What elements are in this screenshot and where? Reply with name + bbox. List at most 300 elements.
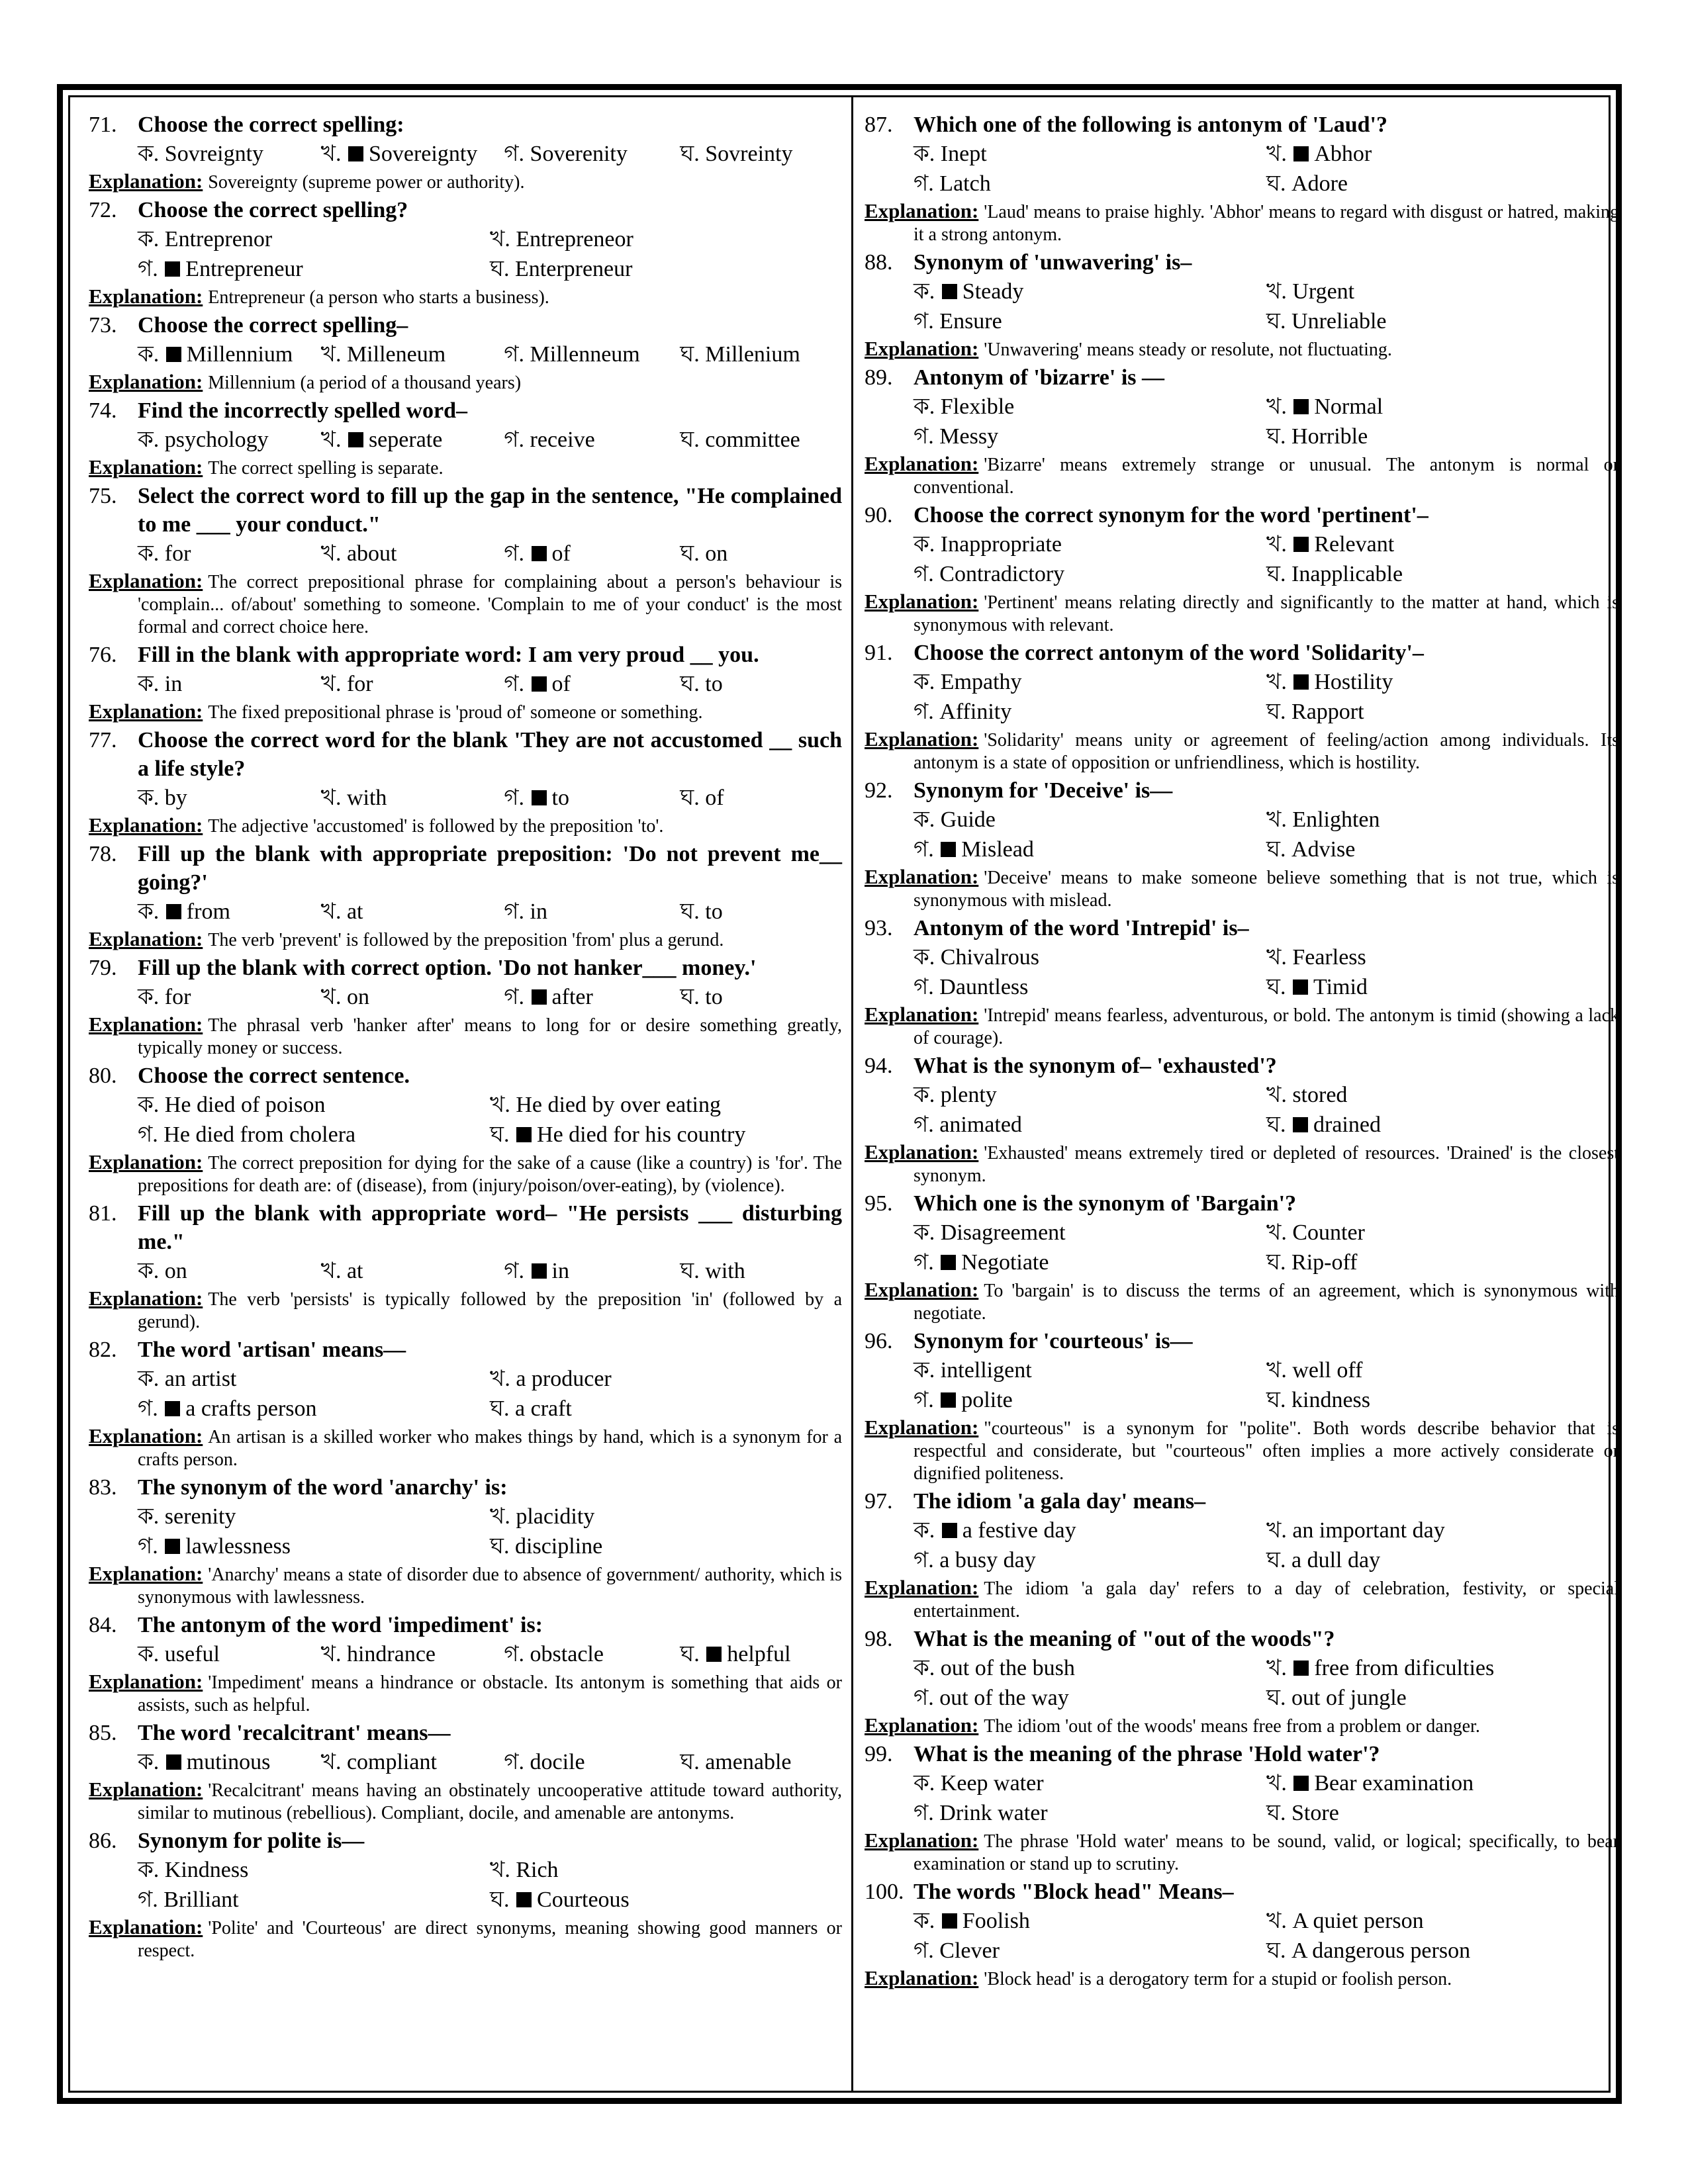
- question-number: 78.: [89, 842, 117, 866]
- correct-answer-marker-icon: [166, 904, 181, 919]
- option-letter: গ.: [504, 428, 530, 452]
- answer-option: [490, 1364, 842, 1394]
- answer-option: [504, 1256, 680, 1286]
- option-letter: গ.: [914, 1686, 940, 1710]
- option-text: out of jungle: [1291, 1686, 1407, 1710]
- question-line: [865, 639, 1619, 667]
- option-text: serenity: [164, 1504, 236, 1529]
- answer-option: [680, 1639, 842, 1669]
- question-text: Synonym for 'Deceive' is—: [914, 778, 1173, 803]
- question-line: [865, 1327, 1619, 1355]
- option-letter: গ.: [138, 1396, 164, 1421]
- option-text: Entreprenor: [164, 227, 273, 251]
- explanation-label: Explanation:: [865, 452, 979, 475]
- option-text: of: [551, 541, 571, 566]
- correct-answer-marker-icon: [941, 1392, 956, 1408]
- explanation-text: To 'bargain' is to discuss the terms of an agreement, which is synonymous with negotiate.: [914, 1281, 1619, 1324]
- answer-option: [914, 277, 1266, 306]
- answer-option: [1266, 1683, 1619, 1713]
- option-letter: ক.: [914, 1083, 941, 1107]
- explanation-text: The adjective 'accustomed' is followed by the preposition 'to'.: [208, 816, 664, 837]
- option-text: about: [346, 541, 397, 566]
- correct-answer-marker-icon: [165, 1401, 180, 1416]
- answer-option: [490, 1885, 842, 1915]
- option-letter: ক.: [914, 1220, 941, 1245]
- answer-option: [321, 1256, 504, 1286]
- question-line: [865, 1487, 1619, 1516]
- correct-answer-marker-icon: [941, 1255, 956, 1270]
- explanation: [865, 1141, 1619, 1187]
- options-grid: [138, 1502, 842, 1561]
- option-text: Normal: [1314, 394, 1383, 419]
- option-letter: খ.: [1266, 807, 1293, 832]
- option-letter: খ.: [1266, 1220, 1293, 1245]
- option-letter: ক.: [138, 786, 165, 810]
- option-text: Mislead: [961, 837, 1034, 862]
- option-letter: ঘ.: [1266, 171, 1292, 196]
- option-text: Kindness: [164, 1858, 249, 1882]
- option-letter: ক.: [914, 1518, 941, 1543]
- option-text: Rich: [516, 1858, 559, 1882]
- answer-option: [138, 1747, 321, 1777]
- question-number: 91.: [865, 641, 893, 665]
- option-letter: ক.: [914, 1358, 941, 1383]
- option-text: Enterpreneur: [515, 257, 633, 281]
- answer-option: [490, 1090, 842, 1120]
- answer-option: [680, 1256, 842, 1286]
- option-letter: গ.: [504, 985, 530, 1009]
- question-block: [865, 363, 1619, 499]
- answer-option: [680, 425, 842, 455]
- option-text: committee: [705, 428, 800, 452]
- correct-answer-marker-icon: [1293, 1117, 1308, 1132]
- option-text: Drink water: [939, 1801, 1048, 1825]
- option-letter: ঘ.: [1266, 1686, 1292, 1710]
- question-block: [89, 111, 842, 194]
- question-block: [89, 1473, 842, 1609]
- option-text: Unreliable: [1291, 309, 1387, 334]
- explanation-label: Explanation:: [865, 1003, 979, 1026]
- question-text: The synonym of the word 'anarchy' is:: [138, 1475, 508, 1500]
- answer-option: [1266, 805, 1619, 835]
- explanation: [865, 590, 1619, 637]
- correct-answer-marker-icon: [942, 1523, 957, 1538]
- option-text: in: [164, 672, 183, 696]
- option-letter: ঘ.: [1266, 837, 1292, 862]
- option-letter: ঘ.: [680, 428, 706, 452]
- answer-option: [914, 835, 1266, 864]
- option-letter: গ.: [914, 424, 940, 449]
- answer-option: [914, 1768, 1266, 1798]
- question-text: Choose the correct spelling–: [138, 313, 408, 338]
- option-letter: ঘ.: [680, 899, 706, 924]
- options-grid: [138, 224, 842, 284]
- option-letter: গ.: [914, 1250, 940, 1275]
- correct-answer-marker-icon: [532, 790, 547, 805]
- explanation-label: Explanation:: [89, 813, 203, 837]
- question-number: 87.: [865, 113, 893, 137]
- answer-option: [504, 1639, 680, 1669]
- option-letter: খ.: [490, 1504, 516, 1529]
- answer-option: [138, 539, 321, 569]
- question-line: [89, 726, 842, 783]
- explanation: [865, 1967, 1619, 1991]
- answer-option: [914, 1798, 1266, 1828]
- answer-option: [914, 1516, 1266, 1545]
- question-text: Choose the correct spelling:: [138, 113, 404, 137]
- correct-answer-marker-icon: [532, 1263, 547, 1279]
- answer-option: [490, 1120, 842, 1150]
- answer-option: [914, 805, 1266, 835]
- explanation: [865, 1714, 1619, 1738]
- option-text: for: [164, 541, 191, 566]
- explanation-label: Explanation:: [89, 569, 203, 592]
- answer-option: [1266, 1080, 1619, 1110]
- answer-option: [914, 1218, 1266, 1248]
- explanation-label: Explanation:: [89, 1287, 203, 1310]
- question-text: The word 'recalcitrant' means—: [138, 1721, 451, 1745]
- option-letter: খ.: [320, 786, 347, 810]
- explanation-label: Explanation:: [89, 1778, 203, 1801]
- answer-option: [1266, 1385, 1619, 1415]
- explanation-label: Explanation:: [865, 865, 979, 888]
- option-text: compliant: [346, 1750, 437, 1774]
- question-number: 82.: [89, 1338, 117, 1362]
- option-text: Negotiate: [961, 1250, 1049, 1275]
- option-text: in: [551, 1259, 569, 1283]
- explanation: [865, 1279, 1619, 1325]
- explanation-text: The idiom 'a gala day' refers to a day of celebration, festivity, or special entertainment.: [914, 1578, 1619, 1621]
- option-letter: ক.: [138, 1858, 165, 1882]
- question-block: [865, 1740, 1619, 1876]
- option-text: Brilliant: [164, 1888, 239, 1912]
- question-number: 93.: [865, 916, 893, 940]
- answer-option: [490, 1502, 842, 1531]
- explanation-label: Explanation:: [865, 337, 979, 360]
- answer-option: [321, 897, 504, 927]
- answer-option: [138, 139, 321, 169]
- question-line: [89, 1199, 842, 1256]
- explanation-text: 'Anarchy' means a state of disorder due to absence of government/ authority, which is synonymous with lawlessness.: [138, 1565, 842, 1608]
- answer-option: [138, 1256, 321, 1286]
- correct-answer-marker-icon: [166, 347, 181, 362]
- answer-option: [1266, 392, 1619, 422]
- explanation-label: Explanation:: [89, 1424, 203, 1447]
- explanation-text: 'Laud' means to praise highly. 'Abhor' means to regard with disgust or hatred, making it a strong antonym.: [914, 202, 1619, 245]
- answer-option: [1266, 1355, 1619, 1385]
- option-text: Counter: [1292, 1220, 1365, 1245]
- answer-option: [138, 1502, 490, 1531]
- question-line: [89, 111, 842, 139]
- explanation-text: Entrepreneur (a person who starts a business).: [208, 287, 549, 308]
- option-letter: ক.: [914, 1656, 941, 1680]
- options-grid: [914, 392, 1619, 451]
- answer-option: [138, 1394, 490, 1424]
- answer-option: [504, 669, 680, 699]
- option-letter: খ.: [1266, 1518, 1293, 1543]
- option-letter: খ.: [320, 899, 347, 924]
- option-letter: ক.: [138, 899, 165, 924]
- option-text: Courteous: [537, 1888, 630, 1912]
- explanation-text: 'Solidarity' means unity or agreement of feeling/action among individuals. Its antonym is a state of opposition or unfriendliness, which is hostility.: [914, 730, 1619, 773]
- answer-option: [321, 139, 504, 169]
- option-letter: গ.: [138, 1122, 164, 1147]
- option-letter: ক.: [138, 1093, 165, 1117]
- option-letter: ক.: [138, 1259, 165, 1283]
- answer-option: [680, 539, 842, 569]
- answer-option: [914, 1355, 1266, 1385]
- question-block: [89, 1611, 842, 1717]
- option-letter: গ.: [914, 1801, 940, 1825]
- question-number: 84.: [89, 1613, 117, 1637]
- option-letter: ঘ.: [680, 1642, 706, 1666]
- question-block: [865, 501, 1619, 637]
- option-text: intelligent: [940, 1358, 1032, 1383]
- option-text: Entrepreneur: [185, 257, 303, 281]
- explanation: [89, 1670, 842, 1717]
- option-letter: খ.: [1266, 945, 1293, 970]
- options-grid: [914, 1355, 1619, 1415]
- option-letter: ক.: [138, 342, 165, 367]
- option-text: lawlessness: [185, 1534, 291, 1559]
- explanation-label: Explanation:: [89, 1013, 203, 1036]
- left-column: [89, 111, 842, 1964]
- answer-option: [1266, 697, 1619, 727]
- question-line: [89, 482, 842, 539]
- option-letter: ঘ.: [680, 1259, 706, 1283]
- correct-answer-marker-icon: [516, 1127, 532, 1142]
- option-letter: ক.: [138, 227, 165, 251]
- question-line: [865, 363, 1619, 392]
- explanation: [89, 1151, 842, 1197]
- question-number: 100.: [865, 1880, 904, 1904]
- option-letter: খ.: [490, 1367, 516, 1391]
- option-text: to: [705, 985, 723, 1009]
- answer-option: [321, 1639, 504, 1669]
- answer-option: [504, 139, 680, 169]
- options-grid: [138, 669, 842, 699]
- option-text: He died of poison: [164, 1093, 326, 1117]
- options-grid: [138, 425, 842, 455]
- option-text: a dull day: [1291, 1548, 1381, 1572]
- question-block: [89, 1336, 842, 1471]
- option-text: Flexible: [940, 394, 1015, 419]
- question-line: [89, 396, 842, 425]
- correct-answer-marker-icon: [706, 1647, 722, 1662]
- question-block: [89, 1827, 842, 1962]
- question-text: What is the meaning of the phrase 'Hold water'?: [914, 1742, 1380, 1766]
- correct-answer-marker-icon: [1293, 674, 1309, 690]
- question-block: [865, 914, 1619, 1050]
- answer-option: [138, 1120, 490, 1150]
- options-grid: [914, 942, 1619, 1002]
- option-letter: ঘ.: [680, 672, 706, 696]
- correct-answer-marker-icon: [942, 284, 957, 299]
- explanation-label: Explanation:: [89, 455, 203, 478]
- explanation: [89, 1916, 842, 1962]
- question-number: 96.: [865, 1329, 893, 1353]
- options-grid: [138, 982, 842, 1012]
- question-block: [89, 1719, 842, 1825]
- option-text: Millenneum: [530, 342, 640, 367]
- option-text: Sovreinty: [705, 142, 793, 166]
- option-letter: ঘ.: [1266, 562, 1292, 586]
- answer-option: [138, 1531, 490, 1561]
- option-text: Milleneum: [346, 342, 446, 367]
- option-text: discipline: [515, 1534, 603, 1559]
- correct-answer-marker-icon: [941, 842, 956, 857]
- question-number: 89.: [865, 365, 893, 390]
- question-line: [89, 1473, 842, 1502]
- answer-option: [490, 224, 842, 254]
- option-text: a craft: [515, 1396, 572, 1421]
- explanation: [865, 866, 1619, 912]
- answer-option: [1266, 277, 1619, 306]
- option-letter: গ.: [914, 700, 940, 724]
- question-text: Synonym for 'courteous' is—: [914, 1329, 1193, 1353]
- option-letter: খ.: [1266, 1083, 1293, 1107]
- option-letter: ঘ.: [1266, 1548, 1292, 1572]
- answer-option: [321, 340, 504, 369]
- question-text: Choose the correct sentence.: [138, 1064, 410, 1088]
- question-block: [89, 482, 842, 639]
- option-letter: খ.: [1266, 670, 1293, 694]
- answer-option: [504, 897, 680, 927]
- explanation-label: Explanation:: [89, 700, 203, 723]
- option-letter: গ.: [504, 541, 530, 566]
- question-text: Choose the correct spelling?: [138, 198, 408, 222]
- option-letter: ক.: [914, 142, 941, 166]
- option-letter: ঘ.: [1266, 975, 1292, 999]
- question-number: 73.: [89, 313, 117, 338]
- option-letter: ঘ.: [680, 342, 706, 367]
- option-text: useful: [164, 1642, 220, 1666]
- answer-option: [914, 422, 1266, 451]
- question-line: [865, 776, 1619, 805]
- option-letter: গ.: [914, 309, 940, 334]
- question-text: Antonym of 'bizarre' is —: [914, 365, 1165, 390]
- option-letter: খ.: [1266, 532, 1293, 557]
- question-text: Fill up the blank with appropriate word– "He persists ___ disturbing me.": [138, 1201, 842, 1254]
- option-text: with: [346, 786, 387, 810]
- option-text: to: [705, 899, 723, 924]
- answer-option: [1266, 139, 1619, 169]
- option-text: on: [164, 1259, 187, 1283]
- question-block: [89, 1062, 842, 1197]
- question-line: [89, 1336, 842, 1364]
- explanation-text: The verb 'persists' is typically followed by the preposition 'in' (followed by a gerund).: [138, 1289, 842, 1332]
- option-letter: গ.: [914, 975, 940, 999]
- option-letter: খ.: [1266, 1909, 1293, 1933]
- explanation: [865, 1576, 1619, 1623]
- answer-option: [138, 1855, 490, 1885]
- explanation-text: The idiom 'out of the woods' means free from a problem or danger.: [984, 1716, 1480, 1737]
- option-text: docile: [530, 1750, 585, 1774]
- question-number: 92.: [865, 778, 893, 803]
- option-letter: গ.: [504, 899, 530, 924]
- options-grid: [914, 277, 1619, 336]
- correct-answer-marker-icon: [1293, 537, 1309, 552]
- option-text: Adore: [1291, 171, 1348, 196]
- option-text: Messy: [939, 424, 999, 449]
- question-block: [89, 196, 842, 309]
- explanation-label: Explanation:: [865, 1829, 979, 1852]
- question-line: [89, 641, 842, 669]
- option-letter: খ.: [320, 1642, 347, 1666]
- option-text: Dauntless: [939, 975, 1029, 999]
- option-letter: খ.: [1266, 1358, 1293, 1383]
- question-line: [865, 1052, 1619, 1080]
- answer-option: [321, 425, 504, 455]
- option-letter: ঘ.: [680, 142, 706, 166]
- question-block: [865, 1878, 1619, 1991]
- option-text: plenty: [940, 1083, 997, 1107]
- answer-option: [138, 1639, 321, 1669]
- explanation-text: 'Pertinent' means relating directly and significantly to the matter at hand, which is synonymous with relevant.: [914, 592, 1619, 635]
- answer-option: [321, 982, 504, 1012]
- question-text: What is the meaning of "out of the woods"?: [914, 1627, 1335, 1651]
- option-letter: খ.: [320, 1750, 347, 1774]
- option-text: a producer: [516, 1367, 612, 1391]
- explanation-label: Explanation:: [865, 1278, 979, 1301]
- explanation: [89, 1778, 842, 1825]
- question-block: [865, 776, 1619, 912]
- explanation-text: An artisan is a skilled worker who makes things by hand, which is a synonym for a crafts person.: [138, 1427, 842, 1470]
- option-text: drained: [1313, 1113, 1381, 1137]
- answer-option: [504, 982, 680, 1012]
- options-grid: [138, 1090, 842, 1150]
- explanation: [865, 338, 1619, 361]
- option-text: for: [346, 672, 373, 696]
- answer-option: [1266, 559, 1619, 589]
- option-letter: ক.: [138, 1642, 165, 1666]
- option-letter: ক.: [914, 1771, 941, 1796]
- option-letter: গ.: [504, 786, 530, 810]
- answer-option: [138, 982, 321, 1012]
- question-text: Choose the correct synonym for the word 'pertinent'–: [914, 503, 1429, 527]
- explanation-text: 'Intrepid' means fearless, adventurous, or bold. The antonym is timid (showing a lack of courage).: [914, 1005, 1619, 1048]
- explanation-label: Explanation:: [89, 285, 203, 308]
- option-letter: গ.: [914, 1113, 940, 1137]
- option-text: Bear examination: [1314, 1771, 1474, 1796]
- content-frame: [68, 95, 1619, 2093]
- option-text: Contradictory: [939, 562, 1065, 586]
- option-letter: ঘ.: [490, 1888, 516, 1912]
- question-number: 83.: [89, 1475, 117, 1500]
- explanation: [89, 928, 842, 952]
- option-letter: ক.: [138, 142, 165, 166]
- options-grid: [138, 1364, 842, 1424]
- answer-option: [914, 1936, 1266, 1966]
- explanation-label: Explanation:: [89, 1150, 203, 1173]
- question-block: [89, 311, 842, 394]
- options-grid: [914, 1080, 1619, 1140]
- correct-answer-marker-icon: [1293, 399, 1309, 414]
- correct-answer-marker-icon: [516, 1892, 532, 1907]
- question-text: Fill up the blank with appropriate preposition: 'Do not prevent me__ going?': [138, 842, 842, 895]
- answer-option: [1266, 667, 1619, 697]
- option-text: A dangerous person: [1291, 1938, 1471, 1963]
- explanation-text: 'Deceive' means to make someone believe something that is not true, which is synonymous with mislead.: [914, 868, 1619, 911]
- option-letter: ঘ.: [490, 257, 516, 281]
- answer-option: [914, 1906, 1266, 1936]
- option-letter: গ.: [138, 257, 164, 281]
- option-text: a busy day: [939, 1548, 1036, 1572]
- explanation-text: 'Unwavering' means steady or resolute, not fluctuating.: [984, 340, 1392, 360]
- option-letter: ক.: [914, 807, 941, 832]
- option-letter: খ.: [1266, 142, 1293, 166]
- answer-option: [321, 669, 504, 699]
